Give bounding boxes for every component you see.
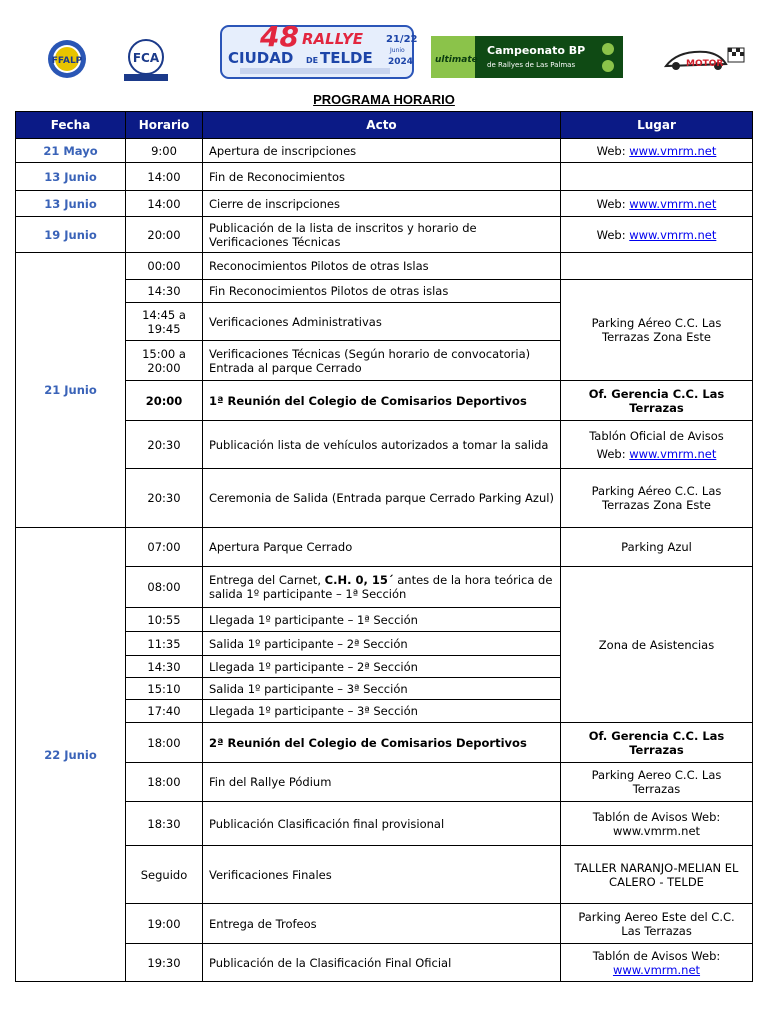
acto-cell: Verificaciones Finales: [203, 846, 561, 904]
lugar-label: Tablón Oficial de Avisos: [589, 428, 724, 443]
lugar-cell: Of. Gerencia C.C. Las Terrazas: [561, 381, 753, 421]
lugar-label: Web:: [596, 143, 630, 158]
table-row: [16, 469, 753, 528]
horario-cell: 19:00: [126, 904, 203, 944]
table-row: [16, 723, 753, 763]
svg-text:de Rallyes de Las Palmas: de Rallyes de Las Palmas: [487, 61, 576, 69]
col-header-lugar: Lugar: [561, 112, 753, 139]
fecha-cell: 19 Junio: [16, 217, 126, 253]
svg-text:ultimate: ultimate: [435, 55, 478, 65]
acto-text: Entrega del Carnet,: [209, 573, 325, 587]
svg-text:FFALP: FFALP: [51, 56, 83, 66]
lugar-cell: [561, 163, 753, 191]
acto-bold-text: C.H. 0, 15´: [324, 573, 394, 587]
lugar-label: Web:: [596, 227, 630, 242]
svg-text:Junio: Junio: [390, 47, 405, 54]
acto-cell: Apertura de inscripciones: [203, 139, 561, 163]
horario-cell: 14:00: [126, 163, 203, 191]
lugar-cell: Zona de Asistencias: [561, 567, 753, 723]
lugar-cell: [561, 253, 753, 280]
acto-cell: Verificaciones Técnicas (Según horario de convocatoria) Entrada al parque Cerrado: [203, 341, 561, 381]
vmrm-link[interactable]: www.vmrm.net: [629, 143, 717, 158]
lugar-label: Web:: [596, 196, 630, 211]
lugar-cell: Parking Aéreo C.C. Las Terrazas Zona Este: [561, 469, 753, 528]
horario-cell: 20:30: [126, 421, 203, 469]
lugar-cell: Tablón de Avisos Web: www.vmrm.net: [561, 802, 753, 846]
acto-cell: Llegada 1º participante – 3ª Sección: [203, 700, 561, 723]
acto-cell: Salida 1º participante – 2ª Sección: [203, 632, 561, 656]
col-header-horario: Horario: [126, 112, 203, 139]
horario-cell: 15:10: [126, 678, 203, 700]
acto-text: antes de la hora teórica de salida 1º participante – 1ª Sección: [209, 573, 553, 601]
fca-logo: [120, 38, 172, 82]
acto-cell: 1ª Reunión del Colegio de Comisarios Deportivos: [203, 381, 561, 421]
horario-cell: 20:30: [126, 469, 203, 528]
table-row: [16, 280, 753, 303]
vmrm-link[interactable]: www.vmrm.net: [629, 446, 717, 461]
fecha-cell: 13 Junio: [16, 191, 126, 217]
table-row: [16, 904, 753, 944]
acto-cell: Publicación de la Clasificación Final Oficial: [203, 944, 561, 982]
page-title: PROGRAMA HORARIO: [313, 92, 455, 107]
acto-cell: Publicación Clasificación final provisional: [203, 802, 561, 846]
table-row: [16, 381, 753, 421]
acto-cell: Salida 1º participante – 3ª Sección: [203, 678, 561, 700]
lugar-cell: [561, 139, 753, 163]
table-row: [16, 217, 753, 253]
lugar-cell: TALLER NARANJO-MELIAN EL CALERO - TELDE: [561, 846, 753, 904]
vmrm-link[interactable]: www.vmrm.net: [629, 227, 717, 242]
horario-cell: 14:00: [126, 191, 203, 217]
campeonato-bp-logo: [431, 36, 623, 78]
horario-cell: 14:30: [126, 280, 203, 303]
lugar-cell: [561, 944, 753, 982]
horario-cell: 00:00: [126, 253, 203, 280]
lugar-cell: Parking Azul: [561, 528, 753, 567]
vmrm-link[interactable]: www.vmrm.net: [612, 962, 701, 977]
horario-cell: 17:40: [126, 700, 203, 723]
table-row: [16, 763, 753, 802]
lugar-cell: Parking Aereo Este del C.C. Las Terrazas: [561, 904, 753, 944]
fecha-cell: 22 Junio: [16, 528, 126, 982]
svg-text:DE: DE: [306, 56, 319, 65]
table-row: [16, 191, 753, 217]
acto-cell: Fin del Rallye Pódium: [203, 763, 561, 802]
fecha-cell: 21 Junio: [16, 253, 126, 528]
table-row: [16, 421, 753, 469]
acto-cell: Apertura Parque Cerrado: [203, 528, 561, 567]
acto-cell: Entrega de Trofeos: [203, 904, 561, 944]
svg-text:2024: 2024: [388, 57, 414, 67]
horario-cell: 08:00: [126, 567, 203, 608]
table-row: [16, 163, 753, 191]
acto-cell: Llegada 1º participante – 1ª Sección: [203, 608, 561, 632]
schedule-table: [15, 111, 753, 982]
col-header-acto: Acto: [203, 112, 561, 139]
acto-cell: [203, 567, 561, 608]
table-row: [16, 846, 753, 904]
svg-text:48: 48: [260, 20, 299, 53]
svg-text:RALLYE: RALLYE: [302, 30, 364, 48]
motor-logo: [660, 44, 746, 76]
table-row: [16, 528, 753, 567]
lugar-cell: [561, 217, 753, 253]
horario-cell: 20:00: [126, 381, 203, 421]
lugar-label: Tablón de Avisos Web:: [592, 948, 721, 963]
horario-cell: 18:00: [126, 763, 203, 802]
table-header: [16, 112, 753, 139]
col-header-fecha: Fecha: [16, 112, 126, 139]
acto-cell: Reconocimientos Pilotos de otras Islas: [203, 253, 561, 280]
horario-cell: 18:30: [126, 802, 203, 846]
horario-cell: Seguido: [126, 846, 203, 904]
acto-cell: Fin Reconocimientos Pilotos de otras islas: [203, 280, 561, 303]
acto-cell: Verificaciones Administrativas: [203, 303, 561, 341]
horario-cell: 14:45 a 19:45: [126, 303, 203, 341]
horario-cell: 20:00: [126, 217, 203, 253]
table-row: [16, 944, 753, 982]
acto-cell: Llegada 1º participante – 2ª Sección: [203, 656, 561, 678]
horario-cell: 11:35: [126, 632, 203, 656]
horario-cell: 9:00: [126, 139, 203, 163]
lugar-cell: Parking Aéreo C.C. Las Terrazas Zona Este: [561, 280, 753, 381]
horario-cell: 07:00: [126, 528, 203, 567]
vmrm-link[interactable]: www.vmrm.net: [629, 196, 717, 211]
svg-text:Campeonato BP: Campeonato BP: [487, 44, 586, 57]
acto-cell: Fin de Reconocimientos: [203, 163, 561, 191]
lugar-cell: Parking Aereo C.C. Las Terrazas: [561, 763, 753, 802]
table-row: [16, 802, 753, 846]
acto-cell: Cierre de inscripciones: [203, 191, 561, 217]
lugar-cell: [561, 421, 753, 469]
lugar-cell: [561, 191, 753, 217]
svg-text:21/22: 21/22: [386, 34, 418, 45]
horario-cell: 14:30: [126, 656, 203, 678]
fecha-cell: 21 Mayo: [16, 139, 126, 163]
acto-cell: Ceremonia de Salida (Entrada parque Cerrado Parking Azul): [203, 469, 561, 528]
lugar-web-label: Web:: [596, 446, 630, 461]
acto-cell: Publicación de la lista de inscritos y horario de Verificaciones Técnicas: [203, 217, 561, 253]
federation-gear-logo: [44, 38, 90, 80]
table-row: [16, 567, 753, 608]
svg-text:CIUDAD: CIUDAD: [228, 49, 294, 67]
acto-cell: Publicación lista de vehículos autorizados a tomar la salida: [203, 421, 561, 469]
horario-cell: 19:30: [126, 944, 203, 982]
horario-cell: 10:55: [126, 608, 203, 632]
table-row: [16, 139, 753, 163]
acto-cell: 2ª Reunión del Colegio de Comisarios Deportivos: [203, 723, 561, 763]
svg-text:MOTOR: MOTOR: [686, 59, 724, 69]
rally-ciudad-de-telde-logo: [220, 12, 418, 80]
logo-strip: [0, 0, 768, 90]
svg-text:FCA: FCA: [132, 51, 160, 65]
horario-cell: 18:00: [126, 723, 203, 763]
lugar-cell: Of. Gerencia C.C. Las Terrazas: [561, 723, 753, 763]
svg-text:TELDE: TELDE: [320, 49, 373, 67]
table-row: [16, 253, 753, 280]
fecha-cell: 13 Junio: [16, 163, 126, 191]
horario-cell: 15:00 a 20:00: [126, 341, 203, 381]
